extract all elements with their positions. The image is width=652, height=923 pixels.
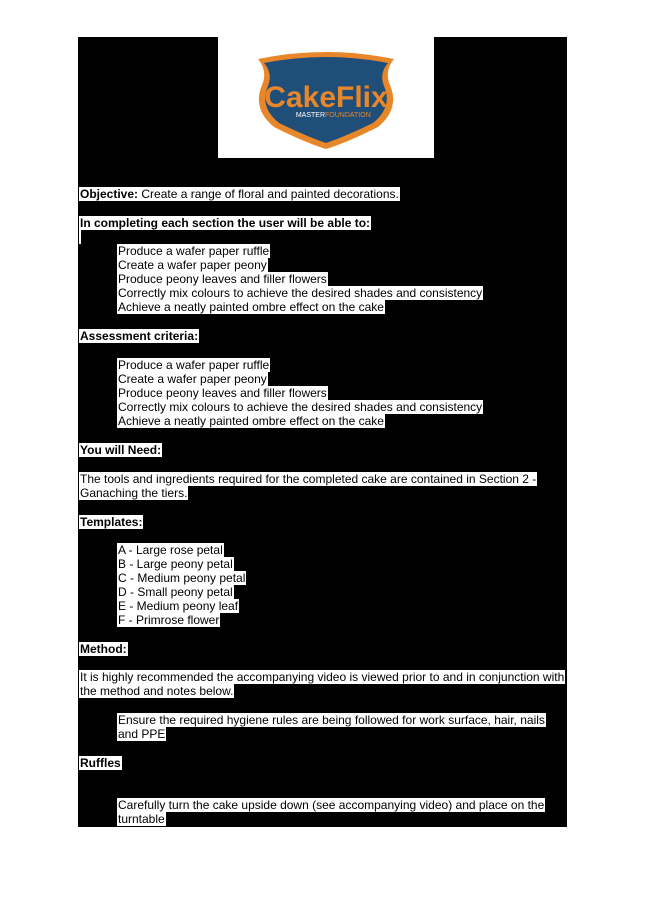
ruffles-heading: Ruffles	[80, 756, 121, 770]
list-item: Create a wafer paper peony	[118, 258, 267, 272]
list-item: Achieve a neatly painted ombre effect on the cake	[118, 414, 384, 428]
method-text-line: It is highly recommended the accompanying video is viewed prior to and in conjunction with	[80, 670, 565, 684]
cakeflix-logo	[218, 37, 434, 158]
ruffles-text-line: turntable	[118, 812, 165, 826]
hygiene-text-line: Ensure the required hygiene rules are being followed for work surface, hair, nails	[118, 713, 545, 727]
cursor-mark	[79, 230, 81, 244]
list-item: Correctly mix colours to achieve the desired shades and consistency	[118, 286, 483, 300]
list-item: Achieve a neatly painted ombre effect on the cake	[118, 300, 384, 314]
hygiene-text-line: and PPE	[118, 727, 166, 741]
need-text-line: The tools and ingredients required for the completed cake are contained in Section 2 -	[80, 472, 537, 486]
list-item: Produce a wafer paper ruffle	[118, 358, 270, 372]
list-item: Correctly mix colours to achieve the desired shades and consistency	[118, 400, 483, 414]
method-text-line: the method and notes below.	[80, 684, 234, 698]
template-item: C - Medium peony petal	[118, 571, 246, 585]
template-item: A - Large rose petal	[118, 543, 223, 557]
ruffles-text-line: Carefully turn the cake upside down (see accompanying video) and place on the	[118, 798, 545, 812]
svg-text:MASTER: MASTER	[295, 112, 325, 119]
list-item: Produce peony leaves and filler flowers	[118, 272, 327, 286]
list-item: Produce peony leaves and filler flowers	[118, 386, 327, 400]
logo-brand-text: CakeFlix	[264, 81, 388, 114]
assessment-heading: Assessment criteria:	[80, 329, 199, 343]
list-item: Create a wafer paper peony	[118, 372, 267, 386]
list-item: Produce a wafer paper ruffle	[118, 244, 270, 258]
need-text-line: Ganaching the tiers.	[80, 486, 188, 500]
completing-heading: In completing each section the user will be able to:	[80, 216, 371, 230]
need-heading: You will Need:	[80, 443, 162, 457]
svg-text:FOUNDATION: FOUNDATION	[325, 112, 371, 119]
method-heading: Method:	[80, 642, 127, 656]
objective-line: Objective: Create a range of floral and painted decorations.	[80, 187, 399, 201]
template-item: D - Small peony petal	[118, 585, 233, 599]
template-item: B - Large peony petal	[118, 557, 233, 571]
templates-heading: Templates:	[80, 515, 143, 529]
template-item: E - Medium peony leaf	[118, 599, 239, 613]
template-item: F - Primrose flower	[118, 613, 220, 627]
